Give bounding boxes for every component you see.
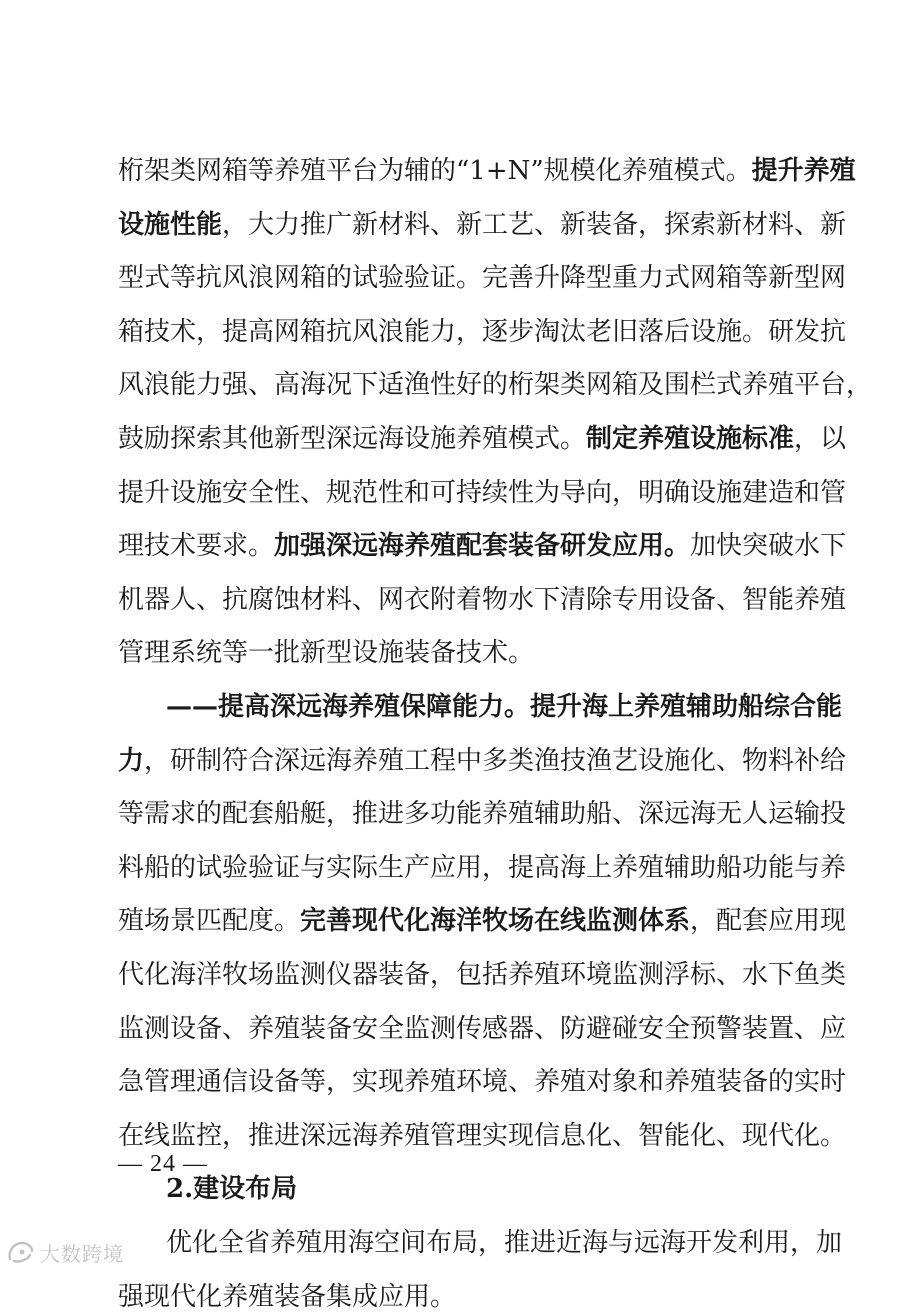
bold-text-run: ——提高深远海养殖保障能力。提升海上养殖辅助船综合能 (166, 692, 843, 722)
text-run: 急管理通信设备等，实现养殖环境、养殖对象和养殖装备的实时 (118, 1067, 847, 1097)
brand-logo-icon (6, 1239, 36, 1265)
text-run: 鼓励探索其他新型深远海设施养殖模式。 (118, 424, 587, 454)
text-line (118, 796, 847, 832)
bold-text-run: 制定养殖设施标准 (586, 424, 795, 454)
text-run: 型式等抗风浪网箱的试验验证。完善升降型重力式网箱等新型网 (118, 263, 847, 293)
text-line (118, 903, 847, 939)
text-line (118, 1118, 847, 1154)
text-line (118, 207, 847, 243)
watermark (6, 1238, 124, 1266)
text-run: 管理系统等一批新型设施装备技术。 (118, 638, 535, 668)
text-run: 提升设施安全性、规范性和可持续性为导向，明确设施建造和管 (118, 478, 847, 508)
bold-text-run: 提升养殖 (751, 156, 856, 186)
text-run: 加快突破水下 (690, 531, 847, 561)
text-line (118, 314, 847, 350)
text-run: 强现代化养殖装备集成应用。 (118, 1282, 457, 1312)
text-run: 殖场景匹配度。 (118, 906, 301, 936)
text-run: 理技术要求。 (118, 531, 275, 561)
text-run: 在线监控，推进深远海养殖管理实现信息化、智能化、现代化。 (118, 1121, 847, 1151)
text-line (118, 635, 786, 671)
text-line (118, 153, 856, 189)
bold-text-run: 完善现代化海洋牧场在线监测体系 (300, 906, 691, 936)
text-run: 箱技术，提高网箱抗风浪能力，逐步淘汰老旧落后设施。研发抗 (118, 317, 847, 347)
text-line (118, 528, 847, 564)
text-run: 代化海洋牧场监测仪器装备，包括养殖环境监测浮标、水下鱼类 (118, 960, 847, 990)
bold-text-run: 2.建设布局 (166, 1174, 298, 1204)
text-run: 料船的试验验证与实际生产应用，提高海上养殖辅助船功能与养 (118, 853, 847, 883)
text-line (118, 743, 847, 779)
text-line (118, 260, 847, 296)
page-number: — 24 — (118, 1151, 208, 1177)
bold-text-run: 加强深远海养殖配套装备研发应用。 (274, 531, 691, 561)
text-run: ，大力推广新材料、新工艺、新装备，探索新材料、新 (222, 210, 847, 240)
bold-text-run: 力 (118, 746, 145, 776)
text-line (118, 957, 847, 993)
text-line (118, 1064, 847, 1100)
text-line (118, 367, 873, 403)
watermark-text: 大数跨境 (40, 1241, 124, 1266)
bold-text-run: 设施性能 (118, 210, 223, 240)
text-run: 优化全省养殖用海空间布局，推进近海与远海开发利用，加 (166, 1228, 843, 1258)
text-run: 监测设备、养殖装备安全监测传感器、防避碰安全预警装置、应 (118, 1014, 847, 1044)
text-run: ，配套应用现 (690, 906, 847, 936)
text-line (118, 582, 847, 618)
text-line (166, 1171, 786, 1207)
text-run: 桁架类网箱等养殖平台为辅的“1+N”规模化养殖模式。 (118, 156, 752, 186)
text-line (166, 689, 843, 725)
text-line (118, 475, 847, 511)
text-run: 机器人、抗腐蚀材料、网衣附着物水下清除专用设备、智能养殖 (118, 585, 847, 615)
text-line (118, 850, 847, 886)
text-line (118, 421, 847, 457)
text-line (118, 1011, 847, 1047)
text-run: 等需求的配套船艇，推进多功能养殖辅助船、深远海无人运输投 (118, 799, 847, 829)
text-line (118, 1279, 786, 1315)
text-run: ，以 (794, 424, 847, 454)
text-run: ，研制符合深远海养殖工程中多类渔技渔艺设施化、物料补给 (144, 746, 847, 776)
text-line (166, 1225, 843, 1261)
text-run: 风浪能力强、高海况下适渔性好的桁架类网箱及围栏式养殖平台， (118, 370, 873, 400)
